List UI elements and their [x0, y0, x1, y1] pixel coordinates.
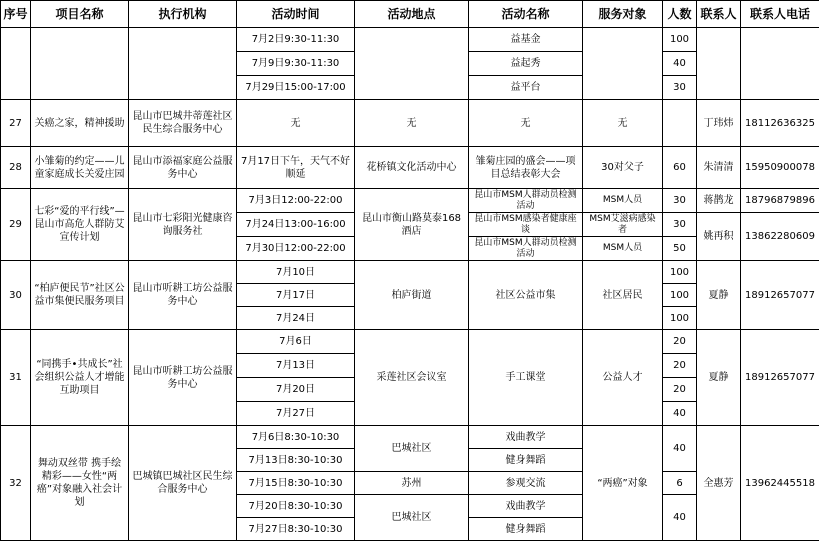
cell-project: 小雏菊的约定——儿童家庭成长关爱庄园	[31, 147, 129, 189]
table-row	[1, 147, 819, 189]
cell-no: 27	[1, 100, 31, 147]
cell-org	[129, 28, 237, 100]
cell-activity: 益基金	[469, 28, 583, 52]
cell-time: 7月27日	[237, 402, 355, 426]
cell-target: MSM人员	[583, 189, 663, 213]
cell-time: 7月15日8:30-10:30	[237, 472, 355, 495]
table-row	[1, 100, 819, 147]
cell-count: 40	[663, 495, 697, 541]
cell-place: 采莲社区会议室	[355, 330, 469, 426]
cell-contact: 朱清清	[697, 147, 741, 189]
cell-time: 7月9日9:30-11:30	[237, 52, 355, 76]
cell-target	[583, 28, 663, 100]
cell-phone: 18796879896	[741, 189, 819, 213]
table-row	[1, 261, 819, 284]
cell-place: 无	[355, 100, 469, 147]
cell-count: 100	[663, 261, 697, 284]
cell-count: 100	[663, 284, 697, 307]
cell-time: 无	[237, 100, 355, 147]
cell-phone: 18912657077	[741, 261, 819, 330]
cell-activity: 戏曲教学	[469, 426, 583, 449]
cell-count: 60	[663, 147, 697, 189]
cell-count: 50	[663, 237, 697, 261]
header-org: 执行机构	[129, 1, 237, 28]
cell-project	[31, 28, 129, 100]
cell-time: 7月13日8:30-10:30	[237, 449, 355, 472]
cell-activity: 无	[469, 100, 583, 147]
cell-activity: 健身舞蹈	[469, 518, 583, 541]
header-phone: 联系人电话	[741, 1, 819, 28]
cell-contact: 蒋鹊龙	[697, 189, 741, 213]
cell-activity: 益起秀	[469, 52, 583, 76]
cell-contact: 丁玮炜	[697, 100, 741, 147]
cell-activity: 昆山市MSM感染者健康座谈	[469, 213, 583, 237]
cell-time: 7月20日	[237, 378, 355, 402]
cell-no: 28	[1, 147, 31, 189]
cell-org: 昆山市七彩阳光健康咨询服务社	[129, 189, 237, 261]
cell-count	[663, 100, 697, 147]
cell-org: 昆山市听耕工坊公益服务中心	[129, 261, 237, 330]
header-contact: 联系人	[697, 1, 741, 28]
cell-project: 关癌之家，精神援助	[31, 100, 129, 147]
table-row	[1, 426, 819, 449]
header-count: 人数	[663, 1, 697, 28]
cell-no: 30	[1, 261, 31, 330]
header-activity: 活动名称	[469, 1, 583, 28]
cell-phone: 13962445518	[741, 426, 819, 541]
cell-target: 公益人才	[583, 330, 663, 426]
cell-project: “柏庐便民节”社区公益市集便民服务项目	[31, 261, 129, 330]
cell-count: 30	[663, 189, 697, 213]
cell-place	[355, 28, 469, 100]
cell-time: 7月13日	[237, 354, 355, 378]
cell-phone	[741, 28, 819, 100]
cell-time: 7月24日13:00-16:00	[237, 213, 355, 237]
cell-time: 7月3日12:00-22:00	[237, 189, 355, 213]
cell-count: 20	[663, 354, 697, 378]
cell-activity: 戏曲教学	[469, 495, 583, 518]
cell-count: 30	[663, 213, 697, 237]
cell-count: 6	[663, 472, 697, 495]
cell-no: 32	[1, 426, 31, 541]
cell-project: 七彩“爱的平行线”—昆山市高危人群防艾宣传计划	[31, 189, 129, 261]
cell-place: 柏庐街道	[355, 261, 469, 330]
cell-time: 7月10日	[237, 261, 355, 284]
cell-activity: 手工课堂	[469, 330, 583, 426]
cell-count: 20	[663, 378, 697, 402]
cell-no	[1, 28, 31, 100]
cell-target: 30对父子	[583, 147, 663, 189]
cell-place: 苏州	[355, 472, 469, 495]
cell-activity: 昆山市MSM人群动员检测活动	[469, 189, 583, 213]
cell-place: 花桥镇文化活动中心	[355, 147, 469, 189]
cell-time: 7月6日	[237, 330, 355, 354]
header-time: 活动时间	[237, 1, 355, 28]
cell-target: 无	[583, 100, 663, 147]
cell-phone: 18912657077	[741, 330, 819, 426]
cell-count: 100	[663, 28, 697, 52]
cell-project: “同携手•共成长”社会组织公益人才增能互助项目	[31, 330, 129, 426]
table-row	[1, 189, 819, 213]
cell-time: 7月27日8:30-10:30	[237, 518, 355, 541]
cell-time: 7月24日	[237, 307, 355, 330]
cell-count: 30	[663, 76, 697, 100]
cell-project: 舞动双丝带 携手绘精彩——女性“两癌”对象融入社会计划	[31, 426, 129, 541]
cell-contact: 姚再积	[697, 213, 741, 261]
cell-org: 昆山市巴城井蒂莲社区民生综合服务中心	[129, 100, 237, 147]
cell-org: 巴城镇巴城社区民生综合服务中心	[129, 426, 237, 541]
cell-phone: 18112636325	[741, 100, 819, 147]
cell-count: 20	[663, 330, 697, 354]
cell-contact: 夏静	[697, 330, 741, 426]
cell-time: 7月30日12:00-22:00	[237, 237, 355, 261]
cell-target: 社区居民	[583, 261, 663, 330]
table-row	[1, 330, 819, 354]
cell-place: 巴城社区	[355, 495, 469, 541]
header-row	[1, 1, 819, 28]
cell-phone: 13862280609	[741, 213, 819, 261]
cell-time: 7月20日8:30-10:30	[237, 495, 355, 518]
cell-activity: 雏菊庄园的盛会——项目总结表彰大会	[469, 147, 583, 189]
table-row	[1, 28, 819, 52]
cell-count: 40	[663, 402, 697, 426]
header-project: 项目名称	[31, 1, 129, 28]
cell-org: 昆山市添福家庭公益服务中心	[129, 147, 237, 189]
cell-target: MSM艾滋病感染者	[583, 213, 663, 237]
cell-count: 40	[663, 426, 697, 472]
cell-org: 昆山市听耕工坊公益服务中心	[129, 330, 237, 426]
cell-activity: 昆山市MSM人群动员检测活动	[469, 237, 583, 261]
cell-activity: 益平台	[469, 76, 583, 100]
header-target: 服务对象	[583, 1, 663, 28]
cell-time: 7月17日下午，天气不好顺延	[237, 147, 355, 189]
header-no: 序号	[1, 1, 31, 28]
cell-time: 7月29日15:00-17:00	[237, 76, 355, 100]
cell-contact: 全惠芳	[697, 426, 741, 541]
header-place: 活动地点	[355, 1, 469, 28]
cell-activity: 健身舞蹈	[469, 449, 583, 472]
cell-contact	[697, 28, 741, 100]
cell-target: “两癌”对象	[583, 426, 663, 541]
cell-contact: 夏静	[697, 261, 741, 330]
cell-target: MSM人员	[583, 237, 663, 261]
cell-no: 31	[1, 330, 31, 426]
cell-activity: 社区公益市集	[469, 261, 583, 330]
cell-activity: 参观交流	[469, 472, 583, 495]
cell-phone: 15950900078	[741, 147, 819, 189]
cell-time: 7月17日	[237, 284, 355, 307]
cell-count: 40	[663, 52, 697, 76]
cell-no: 29	[1, 189, 31, 261]
cell-time: 7月6日8:30-10:30	[237, 426, 355, 449]
cell-place: 巴城社区	[355, 426, 469, 472]
cell-place: 昆山市衡山路莫泰168酒店	[355, 189, 469, 261]
cell-time: 7月2日9:30-11:30	[237, 28, 355, 52]
cell-count: 100	[663, 307, 697, 330]
